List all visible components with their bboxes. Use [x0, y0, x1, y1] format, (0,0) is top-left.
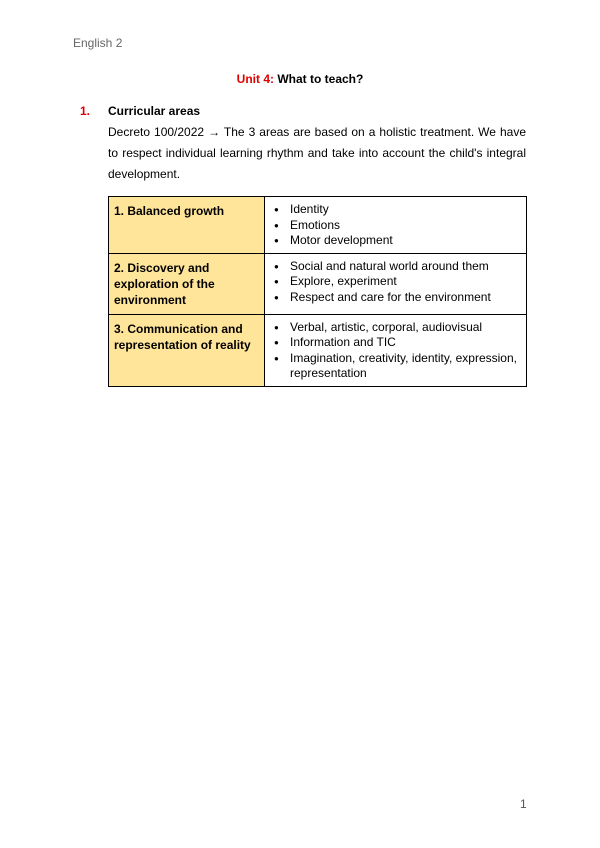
items-cell: [265, 314, 527, 386]
area-cell: 3. Communication and representation of reality: [109, 314, 265, 386]
curricular-areas-table: [108, 196, 527, 387]
items-cell: [265, 197, 527, 254]
bullet-list: [271, 259, 520, 306]
bullet-list: [271, 202, 520, 249]
bullet-list: [271, 320, 520, 382]
list-item: ● Respect and care for the environment: [271, 290, 520, 306]
section-heading: Curricular areas: [108, 104, 201, 118]
table-row: [109, 314, 527, 386]
list-item: ● Social and natural world around them: [271, 259, 520, 275]
section-number: 1.: [80, 104, 91, 118]
list-item: ● Information and TIC: [271, 335, 520, 351]
items-cell: [265, 253, 527, 314]
list-item: ● Identity: [271, 202, 520, 218]
list-item: ● Emotions: [271, 218, 520, 234]
unit-title-text: What to teach?: [274, 72, 364, 86]
document-header: English 2: [73, 36, 123, 50]
table-row: [109, 197, 527, 254]
list-item: ● Verbal, artistic, corporal, audiovisual: [271, 320, 520, 336]
page-number: 1: [520, 797, 527, 811]
unit-title: [0, 72, 600, 86]
list-item: ● Motor development: [271, 233, 520, 249]
list-item: ● Imagination, creativity, identity, expression, representation: [271, 351, 520, 382]
table-row: [109, 253, 527, 314]
list-item: ● Explore, experiment: [271, 274, 520, 290]
area-cell: 2. Discovery and exploration of the environment: [109, 253, 265, 314]
area-cell: 1. Balanced growth: [109, 197, 265, 254]
unit-label: Unit 4:: [236, 72, 274, 86]
section-paragraph: Decreto 100/2022 → The 3 areas are based on a holistic treatment. We have to respect individual learning rhythm and take into account the child's integral development.: [108, 125, 526, 181]
